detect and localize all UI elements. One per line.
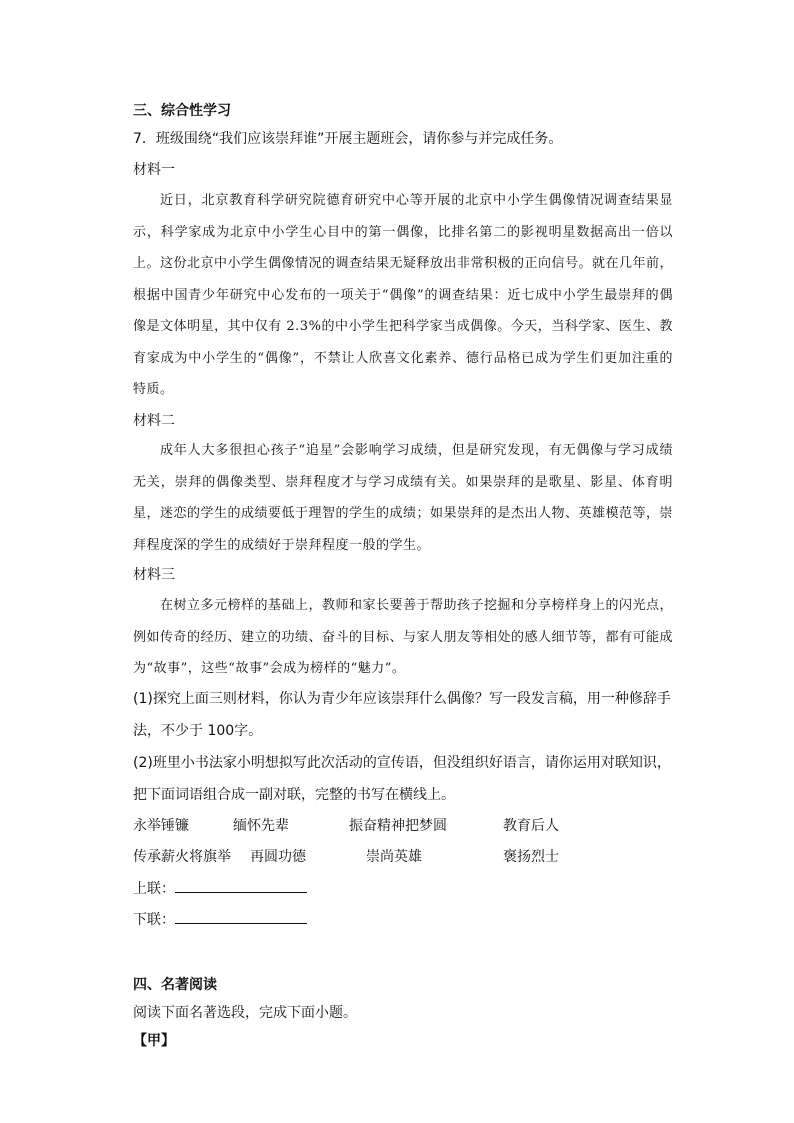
material-two-text: 成年人大多很担心孩子“追星”会影响学习成绩，但是研究发现，有无偶像与学习成绩无关，崇拜的偶像类型、崇拜程度才与学习成绩有关。如果崇拜的是歌星、影星、体育明星，迷恋的学生的成绩要低于理智的学生的成绩；如果崇拜的是杰出人物、英雄模范等，崇拜程度深的学生的成绩好于崇拜程度一般的学生。 <box>133 443 674 553</box>
word-option: 振奋精神把梦圆 <box>349 818 447 834</box>
lower-couplet-label: 下联： <box>133 912 175 928</box>
word-option: 再圆功德 <box>250 849 306 865</box>
task-one-prompt: (1)探究上面三则材料，你认为青少年应该崇拜什么偶像？写一段发言稿，用一种修辞手法，不少于 100字。 <box>133 691 671 739</box>
reading-instruction: 阅读下面名著选段，完成下面小题。 <box>133 1005 357 1021</box>
upper-couplet-line <box>133 878 307 899</box>
word-option: 缅怀先辈 <box>233 818 289 834</box>
word-option: 教育后人 <box>503 818 559 834</box>
section-four-heading: 四、名著阅读 <box>133 977 217 993</box>
material-one-label: 材料一 <box>133 162 175 178</box>
material-three-label: 材料三 <box>133 567 175 583</box>
lower-couplet-blank[interactable] <box>175 909 307 924</box>
word-option: 崇尚英雄 <box>366 849 422 865</box>
word-option: 褒扬烈士 <box>503 849 559 865</box>
question-7-prompt: 7．班级围绕“我们应该崇拜谁”开展主题班会，请你参与并完成任务。 <box>133 131 563 147</box>
material-one-text: 近日，北京教育科学研究院德育研究中心等开展的北京中小学生偶像情况调查结果显示，科学家成为北京中小学生心目中的第一偶像，比排名第二的影视明星数据高出一倍以上。这份北京中小学生偶像情况的调查结果无疑释放出非常积极的正向信号。就在几年前，根据中国青少年研究中心发布的一项关于“偶像”的调查结果：近七成中小学生最崇拜的偶像是文体明星，其中仅有 2.3%的中小学生把科学家当成偶像。今天，当科学家、医生、教育家成为中小学生的“偶像”，不禁让人欣喜文化素养、德行品格已成为学生们更加注重的特质。 <box>133 193 674 397</box>
upper-couplet-label: 上联： <box>133 881 175 897</box>
section-three-heading: 三、综合性学习 <box>133 103 231 119</box>
material-three-text: 在树立多元榜样的基础上，教师和家长要善于帮助孩子挖掘和分享榜样身上的闪光点，例如传奇的经历、建立的功绩、奋斗的目标、与家人朋友等相处的感人细节等，都有可能成为“故事”，这些“故事”会成为榜样的“魅力”。 <box>133 598 674 676</box>
task-two-prompt: (2)班里小书法家小明想拟写此次活动的宣传语，但没组织好语言，请你运用对联知识，把下面词语组合成一副对联，完整的书写在横线上。 <box>133 755 671 803</box>
excerpt-jia-label: 【甲】 <box>133 1033 175 1049</box>
word-option: 永举锤镰 <box>133 818 189 834</box>
lower-couplet-line <box>133 909 307 930</box>
word-option: 传承薪火将旗举 <box>133 849 231 865</box>
material-two-label: 材料二 <box>133 413 175 429</box>
upper-couplet-blank[interactable] <box>175 878 307 893</box>
